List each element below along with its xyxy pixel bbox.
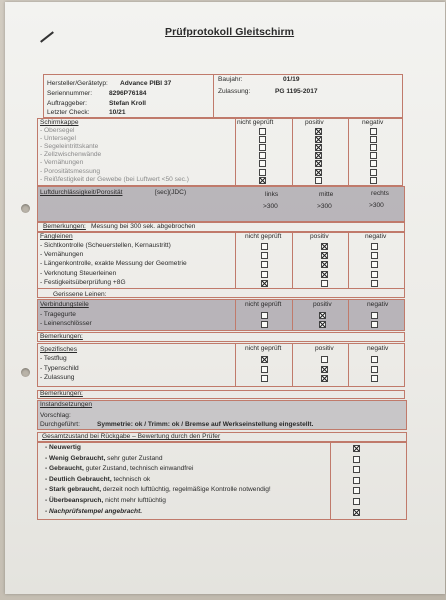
status-checkbox[interactable] xyxy=(261,321,268,328)
canopy-heading: Schirmkappe xyxy=(40,119,79,126)
status-checkbox[interactable] xyxy=(321,375,328,382)
rating-item xyxy=(45,486,271,494)
status-checkbox[interactable] xyxy=(315,144,322,151)
status-checkbox[interactable] xyxy=(259,152,266,159)
rating-label: - Neuwertig xyxy=(45,444,81,451)
row-label: - Porositätsmessung xyxy=(40,167,101,175)
status-checkbox[interactable] xyxy=(319,321,326,328)
status-checkbox[interactable] xyxy=(370,177,377,184)
status-checkbox[interactable] xyxy=(261,252,268,259)
approval-value: PG 1195-2017 xyxy=(275,88,318,95)
manufacturer-label: Hersteller/Gerätetyp: xyxy=(47,80,108,87)
status-checkbox[interactable] xyxy=(321,261,328,268)
punch-hole xyxy=(21,368,30,377)
porosity-mid-value: >300 xyxy=(317,203,332,210)
rating-checkbox[interactable] xyxy=(353,498,360,505)
pen-mark xyxy=(40,31,54,42)
status-checkbox[interactable] xyxy=(261,243,268,250)
rating-label: - Stark gebraucht, xyxy=(45,486,102,494)
col-negative: negativ xyxy=(367,345,389,352)
page-title: Prüfprotokoll Gleitschirm xyxy=(165,26,295,38)
status-checkbox[interactable] xyxy=(321,356,328,363)
porosity-mid-label: mitte xyxy=(319,191,334,198)
status-checkbox[interactable] xyxy=(261,312,268,319)
manufacturer-value: Advance PIBI 37 xyxy=(120,80,172,87)
status-checkbox[interactable] xyxy=(371,321,378,328)
lines-heading: Fangleinen xyxy=(40,233,73,240)
rating-item xyxy=(45,444,81,452)
row-label: - Zellzwischenwände xyxy=(40,151,102,159)
col-not-checked: nicht geprüft xyxy=(245,233,282,240)
porosity-heading: Luftdurchlässigkeit/Porosität xyxy=(40,189,123,196)
row-label: - Reißfestigkeit der Gewebe (bei Luftwert <50 sec.) xyxy=(40,175,189,183)
rating-checkbox[interactable] xyxy=(353,487,360,494)
rating-label: - Gebraucht, xyxy=(45,465,84,473)
status-checkbox[interactable] xyxy=(371,366,378,373)
col-positive: positiv xyxy=(310,233,329,240)
remarks-2 xyxy=(37,332,405,342)
approval-label: Zulassung: xyxy=(218,88,251,95)
row-label: - Typenschild xyxy=(40,364,79,372)
remarks-2-label: Bemerkungen: xyxy=(40,333,83,340)
rating-label: - Deutlich Gebraucht, xyxy=(45,475,112,483)
col-not-checked: nicht geprüft xyxy=(245,345,282,352)
status-checkbox[interactable] xyxy=(371,243,378,250)
col-negative: negativ xyxy=(362,119,384,126)
proposal-label: Vorschlag: xyxy=(40,412,71,419)
status-checkbox[interactable] xyxy=(321,252,328,259)
repairs-heading: Instandsetzungen xyxy=(40,401,93,408)
status-checkbox[interactable] xyxy=(259,144,266,151)
done-label: Durchgeführt: xyxy=(40,421,80,428)
status-checkbox[interactable] xyxy=(261,280,268,287)
rating-item xyxy=(45,455,163,463)
rating-item xyxy=(45,465,193,473)
last-check-value: 10/21 xyxy=(109,109,126,116)
serial-label: Seriennummer: xyxy=(47,90,93,97)
protocol-sheet xyxy=(5,2,445,594)
porosity-left-value: >300 xyxy=(263,203,278,210)
status-checkbox[interactable] xyxy=(321,366,328,373)
rating-label: - Wenig Gebraucht, xyxy=(45,454,106,462)
status-checkbox[interactable] xyxy=(261,271,268,278)
row-label: - Vernähungen xyxy=(40,251,84,259)
status-checkbox[interactable] xyxy=(259,177,266,184)
status-checkbox[interactable] xyxy=(315,160,322,167)
col-positive: positiv xyxy=(305,119,324,126)
col-negative: negativ xyxy=(365,233,387,240)
status-checkbox[interactable] xyxy=(371,312,378,319)
status-checkbox[interactable] xyxy=(259,160,266,167)
row-label: - Vernähungen xyxy=(40,159,84,167)
status-checkbox[interactable] xyxy=(261,261,268,268)
remarks-3-label: Bemerkungen: xyxy=(40,390,83,397)
connectors-section xyxy=(37,299,405,331)
col-not-checked: nicht geprüft xyxy=(245,301,282,308)
rating-detail: sehr guter Zustand xyxy=(105,454,163,462)
porosity-right-label: rechts xyxy=(371,190,389,197)
status-checkbox[interactable] xyxy=(261,356,268,363)
row-label: - Tragegurte xyxy=(40,311,76,318)
col-not-checked: nicht geprüft xyxy=(237,119,274,126)
status-checkbox[interactable] xyxy=(371,252,378,259)
row-label: - Leinenschlösser xyxy=(40,320,92,327)
rating-checkbox[interactable] xyxy=(353,456,360,463)
rating-checkbox[interactable] xyxy=(353,477,360,484)
status-checkbox[interactable] xyxy=(315,177,322,184)
rating-checkbox[interactable] xyxy=(353,509,360,516)
status-checkbox[interactable] xyxy=(370,152,377,159)
broken-lines-label: Gerissene Leinen: xyxy=(53,291,107,298)
status-checkbox[interactable] xyxy=(319,312,326,319)
rating-checkbox[interactable] xyxy=(353,445,360,452)
row-label: - Segeleintrittskante xyxy=(40,143,99,151)
status-checkbox[interactable] xyxy=(259,169,266,176)
porosity-right-value: >300 xyxy=(369,202,384,209)
porosity-unit: [sec](JDC) xyxy=(155,189,187,196)
status-checkbox[interactable] xyxy=(371,356,378,363)
status-checkbox[interactable] xyxy=(370,169,377,176)
serial-value: 8296P76184 xyxy=(109,90,147,97)
status-checkbox[interactable] xyxy=(315,128,322,135)
row-label: - Obersegel xyxy=(40,127,75,134)
status-checkbox[interactable] xyxy=(261,375,268,382)
status-checkbox[interactable] xyxy=(370,128,377,135)
rating-label: - Nachprüfstempel angebracht. xyxy=(45,507,143,515)
status-checkbox[interactable] xyxy=(321,271,328,278)
status-checkbox[interactable] xyxy=(259,136,266,143)
rating-detail: guter Zustand, technisch einwandfrei xyxy=(83,465,194,473)
rating-detail: derzeit noch lufttüchtig, regelmäßige Kontrolle notwendig! xyxy=(101,486,271,494)
client-value: Stefan Kroll xyxy=(109,100,147,107)
year-value: 01/19 xyxy=(283,76,300,83)
specific-section xyxy=(37,343,405,387)
row-label: - Verknotung Steuerleinen xyxy=(40,269,117,277)
status-checkbox[interactable] xyxy=(315,136,322,143)
row-label: - Untersegel xyxy=(40,135,76,143)
year-label: Baujahr: xyxy=(218,76,243,83)
remarks-1-text: Messung bei 300 sek. abgebrochen xyxy=(91,223,196,230)
rating-checkbox[interactable] xyxy=(353,466,360,473)
overall-heading: Gesamtzustand bei Rückgabe – Bewertung durch den Prüfer xyxy=(42,433,221,440)
row-label: - Testflug xyxy=(40,355,67,362)
status-checkbox[interactable] xyxy=(370,160,377,167)
rating-detail: technisch ok xyxy=(111,475,151,483)
remarks-1-label: Bemerkungen: xyxy=(43,223,86,230)
status-checkbox[interactable] xyxy=(315,152,322,159)
status-checkbox[interactable] xyxy=(371,375,378,382)
rating-item xyxy=(45,497,166,505)
status-checkbox[interactable] xyxy=(321,280,328,287)
remarks-3 xyxy=(37,390,405,399)
rating-item xyxy=(45,476,150,484)
status-checkbox[interactable] xyxy=(370,144,377,151)
row-label: - Längenkontrolle, exakte Messung der Geometrie xyxy=(40,260,187,268)
specific-heading: Spezifisches xyxy=(40,346,78,353)
status-checkbox[interactable] xyxy=(371,280,378,287)
rating-item xyxy=(45,508,142,516)
connectors-heading: Verbindungsteile xyxy=(40,301,89,308)
punch-hole xyxy=(21,204,30,213)
status-checkbox[interactable] xyxy=(261,366,268,373)
col-positive: positiv xyxy=(315,345,334,352)
status-checkbox[interactable] xyxy=(371,271,378,278)
rating-label: - Überbeanspruch, xyxy=(45,497,104,504)
rating-detail: nicht mehr lufttüchtig xyxy=(103,497,166,504)
status-checkbox[interactable] xyxy=(370,136,377,143)
porosity-left-label: links xyxy=(265,191,279,198)
client-label: Auftraggeber: xyxy=(47,100,87,107)
last-check-label: Letzter Check: xyxy=(47,109,90,116)
row-label: - Festigkeitsüberprüfung +8G xyxy=(40,278,126,286)
status-checkbox[interactable] xyxy=(315,169,322,176)
row-label: - Zulassung xyxy=(40,374,75,381)
row-label: - Sichtkontrolle (Scheuerstellen, Kernaustritt) xyxy=(40,242,171,249)
status-checkbox[interactable] xyxy=(371,261,378,268)
col-positive: positiv xyxy=(313,301,332,308)
done-value: Symmetrie: ok / Trimm: ok / Bremse auf Werkseinstellung eingestellt. xyxy=(97,421,314,428)
col-negative: negativ xyxy=(367,301,389,308)
status-checkbox[interactable] xyxy=(321,243,328,250)
status-checkbox[interactable] xyxy=(259,128,266,135)
